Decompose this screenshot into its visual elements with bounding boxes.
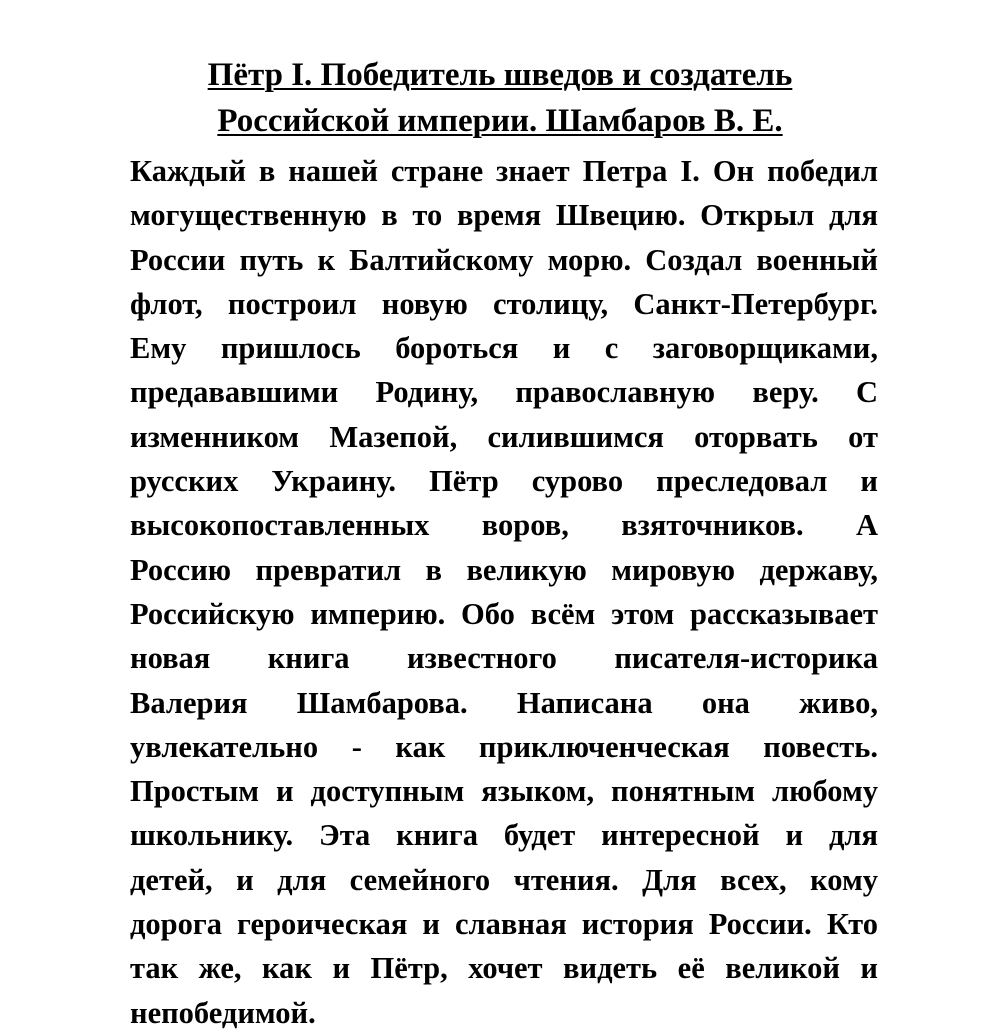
description-line-4: флот, построил новую столицу, Санкт-Петербург. (130, 286, 878, 321)
description-line-19: так же, как и Пётр, хочет видеть её великой и (130, 951, 878, 986)
description-line-20: непобедимой. (130, 995, 316, 1030)
description-line-18: дорога героическая и славная история России. Кто (130, 907, 878, 942)
description-line-7: изменником Мазепой, силившимся оторвать от (130, 419, 878, 454)
book-title-line-1: Пётр I. Победитель шведов и создатель (207, 57, 793, 93)
description-line-1: Каждый в нашей стране знает Петра I. Он победил (130, 154, 878, 188)
description-line-11: Российскую империю. Обо всём этом рассказывает (130, 596, 878, 631)
description-line-6: предававшими Родину, православную веру. С (130, 375, 878, 410)
book-title-line-2: Российской империи. Шамбаров В. Е. (217, 103, 783, 139)
description-line-5: Ему пришлось бороться и с заговорщиками, (130, 331, 878, 366)
description-line-16: школьнику. Эта книга будет интересной и для (130, 818, 878, 853)
description-line-17: детей, и для семейного чтения. Для всех, кому (130, 862, 878, 897)
description-line-15: Простым и доступным языком, понятным любому (130, 774, 878, 809)
book-description (130, 149, 878, 1035)
description-line-12: новая книга известного писателя-историка (130, 641, 878, 676)
description-line-13: Валерия Шамбарова. Написана она живо, (130, 685, 878, 720)
description-line-8: русских Украину. Пётр сурово преследовал и (130, 464, 878, 499)
description-line-9: высокопоставленных воров, взяточников. А (130, 508, 878, 543)
description-line-2: могущественную в то время Швецию. Открыл для (130, 198, 878, 233)
book-title (100, 52, 900, 144)
description-line-3: России путь к Балтийскому морю. Создал военный (130, 242, 878, 277)
description-line-14: увлекательно - как приключенческая повесть. (130, 729, 878, 764)
description-line-10: Россию превратил в великую мировую державу, (130, 552, 878, 587)
